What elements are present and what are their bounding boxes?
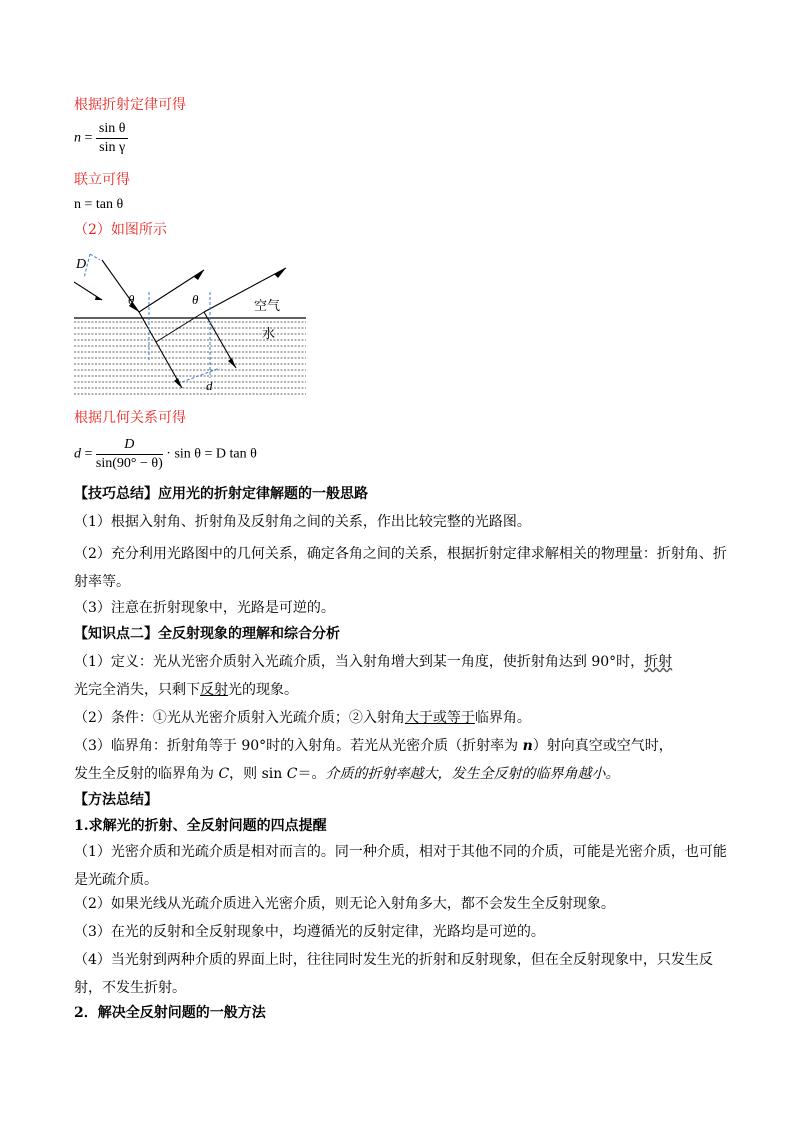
diagram-label-water: 水 xyxy=(262,326,276,341)
knowledge-p3-text5: ＝。 xyxy=(297,766,326,782)
formula-d xyxy=(74,436,257,473)
knowledge-p1-refraction: 折射 xyxy=(644,654,673,670)
knowledge-p3-C: C xyxy=(218,766,230,782)
refraction-diagram xyxy=(74,250,314,400)
formula-denominator: sin γ xyxy=(99,140,126,155)
knowledge-p1-text2: 光完全消失，只剩下 xyxy=(74,682,200,698)
formula-numerator: sin θ xyxy=(96,120,129,139)
knowledge-p1-line2 xyxy=(74,680,298,700)
formula-d-lhs: d xyxy=(74,446,81,462)
methods-title: 【方法总结】 xyxy=(74,792,158,808)
methods-sub2: 2．解决全反射问题的一般方法 xyxy=(74,1005,266,1021)
diagram-label-D: D xyxy=(76,257,87,272)
skills-p2: （2）充分利用光路图中的几何关系，确定各角之间的关系，根据折射定律求解相关的物理量：折射角、折射率等。 xyxy=(74,546,727,590)
knowledge-p3-n: n xyxy=(522,738,533,754)
knowledge-p3-line1 xyxy=(74,736,673,756)
skills-p3: （3）注意在折射现象中，光路是可逆的。 xyxy=(74,600,335,616)
knowledge-p2-text: （2）条件：①光从光密介质射入光疏介质；②入射角 xyxy=(74,710,405,726)
diagram-label-theta-right: θ xyxy=(192,292,199,307)
knowledge-p1-text: （1）定义：光从光密介质射入光疏介质，当入射角增大到某一角度，使折射角达到 90°时， xyxy=(74,654,645,670)
knowledge-p3-emphasis: 介质的折射率越大，发生全反射的临界角越小。 xyxy=(325,766,620,782)
knowledge-p3-text4: ，则 sin xyxy=(229,766,287,782)
formula-n-tan: n = tan θ xyxy=(74,197,124,212)
methods-sub1: 1.求解光的折射、全反射问题的四点提醒 xyxy=(74,818,327,834)
diagram-label-air: 空气 xyxy=(254,298,281,313)
heading-refraction-law: 根据折射定律可得 xyxy=(74,97,186,113)
knowledge-title: 【知识点二】全反射现象的理解和综合分析 xyxy=(74,626,340,642)
knowledge-p1-line1 xyxy=(74,652,672,672)
formula-d-rest: · sin θ = D tan θ xyxy=(166,446,257,462)
knowledge-p2-text2: 临界角。 xyxy=(474,710,531,726)
formula-n-sin xyxy=(74,120,128,157)
formula-d-fraction xyxy=(96,436,163,473)
knowledge-p3-C2: C xyxy=(286,766,298,782)
methods-m2: （2）如果光线从光疏介质进入光密介质，则无论入射角多大，都不会发生全反射现象。 xyxy=(74,896,615,912)
knowledge-p1-reflection: 反射 xyxy=(200,682,228,698)
heading-combine: 联立可得 xyxy=(74,172,130,188)
knowledge-p2-gte: 大于或等于 xyxy=(404,710,475,726)
methods-m4: （4）当光射到两种介质的界面上时，往往同时发生光的折射和反射现象，但在全反射现象中，只发生反射，不发生折射。 xyxy=(74,952,713,996)
methods-m1: （1）光密介质和光疏介质是相对而言的。同一种介质，相对于其他不同的介质，可能是光密介质，也可能是光疏介质。 xyxy=(74,844,727,888)
skills-title: 【技巧总结】应用光的折射定律解题的一般思路 xyxy=(74,486,368,502)
knowledge-p3-text2: ）射向真空或空气时， xyxy=(532,738,673,754)
formula-d-numerator: D xyxy=(96,436,163,455)
skills-p1: （1）根据入射角、折射角及反射角之间的关系，作出比较完整的光路图。 xyxy=(74,514,531,530)
formula-fraction xyxy=(96,120,129,157)
formula-eq: = xyxy=(84,130,93,146)
knowledge-p2 xyxy=(74,708,531,728)
formula-lhs: n xyxy=(74,130,81,146)
formula-d-denominator: sin(90° − θ) xyxy=(95,456,163,471)
methods-m3: （3）在光的反射和全反射现象中，均遵循光的反射定律，光路均是可逆的。 xyxy=(74,924,545,940)
heading-figure: （2）如图所示 xyxy=(74,222,167,238)
knowledge-p1-text3: 光的现象。 xyxy=(228,682,298,698)
heading-geometry: 根据几何关系可得 xyxy=(74,410,186,426)
knowledge-p3-text3: 发生全反射的临界角为 xyxy=(74,766,219,782)
diagram-label-theta-left: θ xyxy=(128,292,135,307)
formula-d-eq: = xyxy=(84,446,93,462)
knowledge-p3-text: （3）临界角：折射角等于 90°时的入射角。若光从光密介质（折射率为 xyxy=(74,738,523,754)
diagram-label-d: d xyxy=(206,378,213,393)
knowledge-p3-line2 xyxy=(74,764,619,784)
